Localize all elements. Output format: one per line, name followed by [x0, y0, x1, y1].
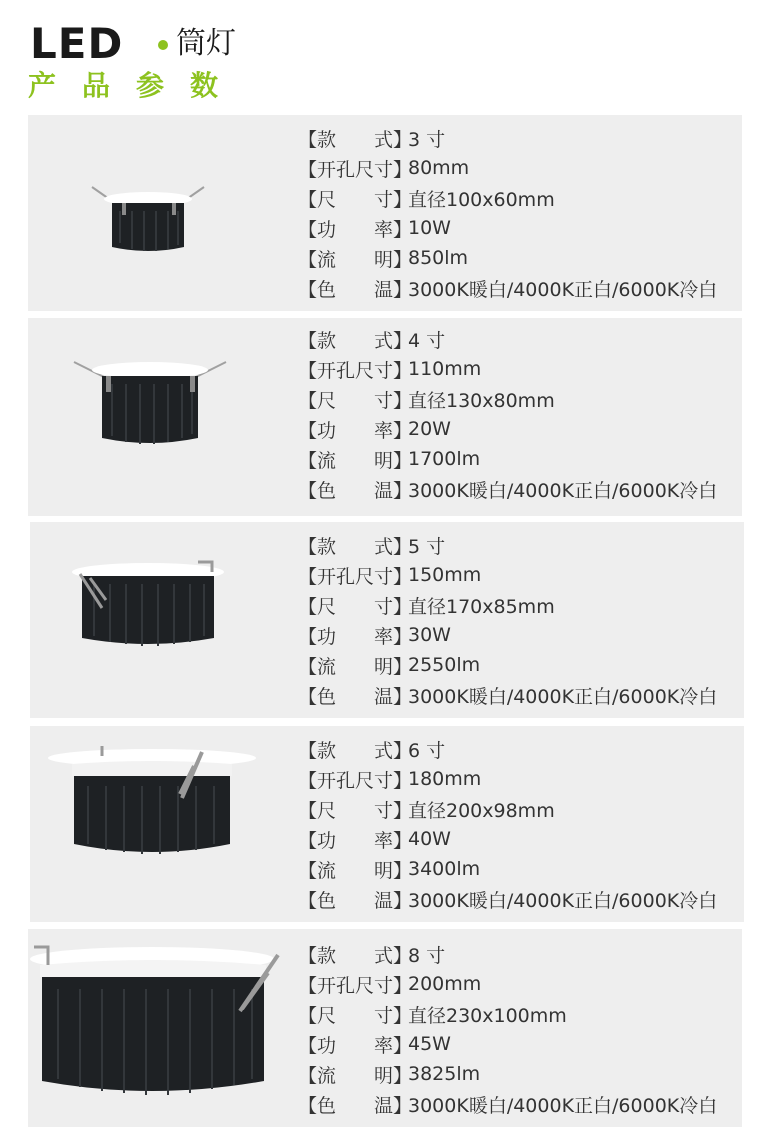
spec-size: 【尺 寸】 直径230x100mm	[298, 1004, 567, 1027]
downlight-8inch-image	[28, 929, 298, 1127]
spec-style: 【款 式】 8 寸	[298, 944, 446, 967]
product-card-6inch	[30, 726, 744, 922]
spec-style: 【款 式】 3 寸	[298, 128, 446, 151]
spec-list	[298, 324, 717, 504]
section-title: 产品参数	[28, 69, 245, 102]
downlight-5inch-image	[30, 522, 290, 718]
spec-list	[298, 734, 717, 914]
spec-flux: 【流 明】 1700lm	[298, 448, 481, 472]
spec-cct: 【色 温】 3000K暖白/4000K正白/6000K冷白	[298, 1094, 718, 1117]
spec-size: 【尺 寸】 直径200x98mm	[298, 799, 555, 822]
spec-flux: 【流 明】 3400lm	[298, 858, 481, 882]
spec-size: 【尺 寸】 直径130x80mm	[298, 389, 555, 412]
spec-flux: 【流 明】 850lm	[298, 247, 469, 271]
spec-hole: 【开孔尺寸】 110mm	[298, 358, 482, 382]
spec-style: 【款 式】 4 寸	[298, 329, 446, 352]
downlight-6inch-image	[30, 726, 290, 922]
brand-dot-icon	[158, 40, 168, 50]
spec-cct: 【色 温】 3000K暖白/4000K正白/6000K冷白	[298, 685, 718, 708]
spec-power: 【功 率】 30W	[298, 624, 451, 648]
spec-list	[298, 530, 717, 710]
spec-list	[298, 939, 717, 1119]
spec-size: 【尺 寸】 直径170x85mm	[298, 595, 555, 618]
spec-cct: 【色 温】 3000K暖白/4000K正白/6000K冷白	[298, 479, 718, 502]
product-card-8inch	[28, 929, 742, 1127]
spec-size: 【尺 寸】 直径100x60mm	[298, 188, 555, 211]
downlight-4inch-image	[28, 318, 288, 516]
spec-flux: 【流 明】 3825lm	[298, 1063, 481, 1087]
spec-hole: 【开孔尺寸】 180mm	[298, 768, 482, 792]
spec-hole: 【开孔尺寸】 150mm	[298, 564, 482, 588]
product-name: 筒灯	[176, 26, 236, 61]
downlight-3inch-image	[28, 115, 288, 311]
product-card-4inch	[28, 318, 742, 516]
brand-logo: LED	[30, 19, 124, 68]
spec-hole: 【开孔尺寸】 80mm	[298, 157, 470, 181]
product-card-3inch	[28, 115, 742, 311]
spec-cct: 【色 温】 3000K暖白/4000K正白/6000K冷白	[298, 889, 718, 912]
spec-power: 【功 率】 45W	[298, 1033, 451, 1057]
spec-list	[298, 123, 717, 303]
spec-style: 【款 式】 6 寸	[298, 739, 446, 762]
product-card-5inch	[30, 522, 744, 718]
spec-power: 【功 率】 10W	[298, 217, 451, 241]
spec-cct: 【色 温】 3000K暖白/4000K正白/6000K冷白	[298, 278, 718, 301]
spec-style: 【款 式】 5 寸	[298, 535, 446, 558]
page-header	[0, 0, 770, 110]
spec-flux: 【流 明】 2550lm	[298, 654, 481, 678]
spec-power: 【功 率】 20W	[298, 418, 451, 442]
spec-hole: 【开孔尺寸】 200mm	[298, 973, 482, 997]
spec-power: 【功 率】 40W	[298, 828, 451, 852]
